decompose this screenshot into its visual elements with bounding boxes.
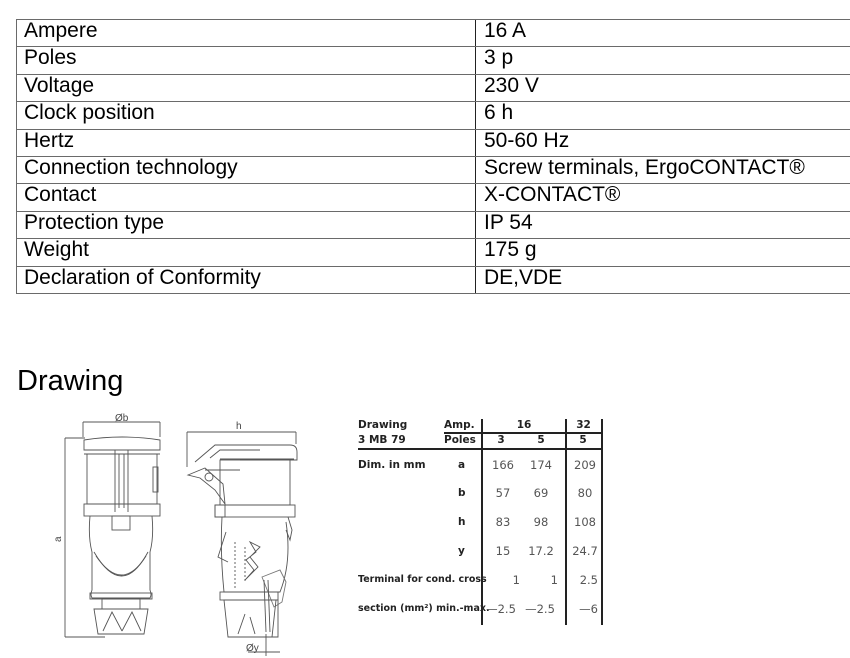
cell: 166 <box>492 458 514 472</box>
dim-label: Dim. in mm <box>358 459 426 471</box>
table-row <box>17 156 850 183</box>
terminal-label-2: section (mm²) min.-max. <box>358 603 490 614</box>
spec-label: Contact <box>17 184 476 211</box>
table-row <box>17 184 850 211</box>
cell: —2.5 <box>525 602 555 616</box>
row-key-h: h <box>458 516 466 528</box>
spec-value: DE,VDE <box>476 266 850 293</box>
section-title-drawing: Drawing <box>17 365 124 397</box>
table-row <box>17 102 850 129</box>
spec-label: Clock position <box>17 102 476 129</box>
cell: 108 <box>574 515 596 529</box>
row-key-b: b <box>458 487 466 499</box>
spec-label: Ampere <box>17 20 476 47</box>
poles-1: 3 <box>497 434 505 446</box>
spec-label: Weight <box>17 239 476 266</box>
spec-label: Protection type <box>17 211 476 238</box>
spec-value: Screw terminals, ErgoCONTACT® <box>476 156 850 183</box>
poles-label: Poles <box>444 434 476 446</box>
row-key-y: y <box>458 545 465 557</box>
dim-label-b: Øb <box>115 413 129 424</box>
cell: —2.5 <box>486 602 516 616</box>
cell: 57 <box>495 486 511 500</box>
cell: 1 <box>550 573 558 587</box>
spec-value: X-CONTACT® <box>476 184 850 211</box>
cell: 1 <box>512 573 520 587</box>
cell: 15 <box>495 544 511 558</box>
table-row <box>17 20 850 47</box>
cell: 209 <box>574 458 596 472</box>
cell: 2.5 <box>579 573 598 587</box>
table-row <box>17 74 850 101</box>
spec-value: 230 V <box>476 74 850 101</box>
table-row <box>17 239 850 266</box>
spec-value: 175 g <box>476 239 850 266</box>
table-row <box>17 266 850 293</box>
cell: 83 <box>495 515 511 529</box>
spec-label: Poles <box>17 47 476 74</box>
spec-value: 50-60 Hz <box>476 129 850 156</box>
poles-3: 5 <box>579 434 587 446</box>
cell: 174 <box>530 458 552 472</box>
dim-label-y: Øy <box>246 643 259 654</box>
row-key-a: a <box>458 459 466 471</box>
cell: 80 <box>577 486 593 500</box>
dim-label-a: a <box>53 536 64 542</box>
spec-value: 16 A <box>476 20 850 47</box>
terminal-label-1: Terminal for cond. cross <box>358 574 487 585</box>
amp-label: Amp. <box>444 419 475 431</box>
amp-group-32: 32 <box>576 419 591 431</box>
spec-label: Hertz <box>17 129 476 156</box>
spec-value: 3 p <box>476 47 850 74</box>
spec-value: 6 h <box>476 102 850 129</box>
spec-label: Declaration of Conformity <box>17 266 476 293</box>
cell: 69 <box>533 486 549 500</box>
table-row <box>17 47 850 74</box>
cell: 98 <box>533 515 549 529</box>
connector-drawing <box>40 412 340 658</box>
table-row <box>17 211 850 238</box>
spec-value: IP 54 <box>476 211 850 238</box>
poles-2: 5 <box>537 434 545 446</box>
specs-table <box>16 19 850 294</box>
drawing-label: Drawing <box>358 419 408 431</box>
amp-group-16: 16 <box>516 419 532 431</box>
cell: —6 <box>579 602 598 616</box>
dim-label-h: h <box>236 421 242 432</box>
cell: 24.7 <box>572 544 598 558</box>
table-row <box>17 129 850 156</box>
drawing-code: 3 MB 79 <box>358 434 406 446</box>
spec-label: Connection technology <box>17 156 476 183</box>
cell: 17.2 <box>528 544 554 558</box>
spec-label: Voltage <box>17 74 476 101</box>
